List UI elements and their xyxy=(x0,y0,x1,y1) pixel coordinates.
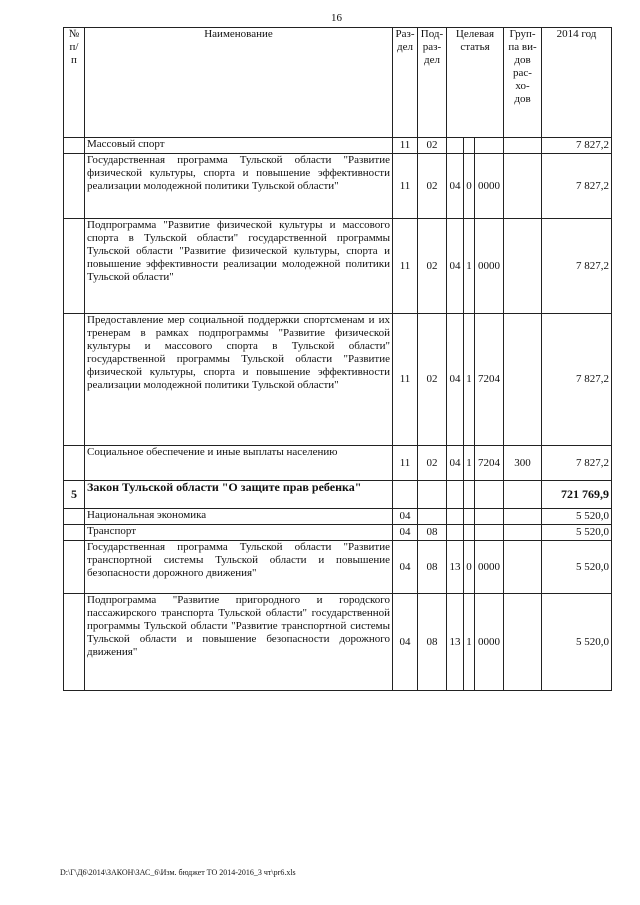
header-target: Целевая статья xyxy=(447,28,504,138)
budget-table xyxy=(63,27,612,691)
row-subsection: 08 xyxy=(418,541,447,594)
row-target-code: 0000 xyxy=(475,154,504,219)
table-row xyxy=(64,509,612,525)
row-target-program: 04 xyxy=(447,219,464,314)
row-expense-group xyxy=(504,314,542,446)
row-amount: 5 520,0 xyxy=(542,594,612,691)
table-row xyxy=(64,138,612,154)
row-target-code: 0000 xyxy=(475,541,504,594)
row-section xyxy=(393,481,418,509)
row-amount: 721 769,9 xyxy=(542,481,612,509)
row-target-subprogram xyxy=(464,525,475,541)
row-target-subprogram: 1 xyxy=(464,446,475,481)
row-target-subprogram: 0 xyxy=(464,154,475,219)
page-number: 16 xyxy=(331,12,342,24)
table-header-row xyxy=(64,28,612,138)
row-expense-group xyxy=(504,594,542,691)
row-section: 04 xyxy=(393,541,418,594)
row-subsection: 02 xyxy=(418,446,447,481)
header-subsection: Под- раз- дел xyxy=(418,28,447,138)
row-name: Предоставление мер социальной поддержки спортсменам и их тренерам в рамках подпрограммы "Развитие физической культуры и массового спорта в Тульской области" государственной программы Тульской области "Развитие физической культуры, спорта и повышение эффективности реализации молодежной политики Тульской области" xyxy=(85,314,393,446)
row-amount: 5 520,0 xyxy=(542,509,612,525)
table-row xyxy=(64,314,612,446)
row-name: Государственная программа Тульской области "Развитие транспортной системы Тульской области и повышение безопасности дорожного движения" xyxy=(85,541,393,594)
row-target-program: 04 xyxy=(447,314,464,446)
row-number xyxy=(64,154,85,219)
row-number xyxy=(64,446,85,481)
header-section: Раз- дел xyxy=(393,28,418,138)
row-expense-group xyxy=(504,219,542,314)
row-name: Национальная экономика xyxy=(85,509,393,525)
row-amount: 7 827,2 xyxy=(542,314,612,446)
row-target-code: 0000 xyxy=(475,219,504,314)
row-target-code xyxy=(475,481,504,509)
row-target-code: 0000 xyxy=(475,594,504,691)
row-section: 11 xyxy=(393,138,418,154)
row-target-code: 7204 xyxy=(475,314,504,446)
row-section: 04 xyxy=(393,594,418,691)
row-subsection: 08 xyxy=(418,525,447,541)
row-subsection: 02 xyxy=(418,138,447,154)
row-name: Массовый спорт xyxy=(85,138,393,154)
table-row xyxy=(64,541,612,594)
table-row xyxy=(64,154,612,219)
row-section: 11 xyxy=(393,446,418,481)
row-number xyxy=(64,594,85,691)
row-target-code xyxy=(475,138,504,154)
row-target-program: 13 xyxy=(447,541,464,594)
row-amount: 7 827,2 xyxy=(542,446,612,481)
row-expense-group: 300 xyxy=(504,446,542,481)
row-expense-group xyxy=(504,541,542,594)
row-number xyxy=(64,541,85,594)
row-target-subprogram xyxy=(464,481,475,509)
row-amount: 7 827,2 xyxy=(542,138,612,154)
row-section: 11 xyxy=(393,314,418,446)
row-target-program xyxy=(447,525,464,541)
row-amount: 7 827,2 xyxy=(542,219,612,314)
header-year: 2014 год xyxy=(542,28,612,138)
row-subsection: 08 xyxy=(418,594,447,691)
table-row xyxy=(64,219,612,314)
row-expense-group xyxy=(504,138,542,154)
row-amount: 5 520,0 xyxy=(542,525,612,541)
row-target-code: 7204 xyxy=(475,446,504,481)
row-section: 11 xyxy=(393,154,418,219)
row-number xyxy=(64,138,85,154)
row-target-subprogram xyxy=(464,509,475,525)
table-row xyxy=(64,481,612,509)
row-number xyxy=(64,509,85,525)
row-target-program: 04 xyxy=(447,446,464,481)
header-group: Груп- па ви- дов рас- хо- дов xyxy=(504,28,542,138)
row-target-program xyxy=(447,509,464,525)
row-name: Закон Тульской области "О защите прав ребенка" xyxy=(85,481,393,509)
row-name: Подпрограмма "Развитие физической культуры и массового спорта в Тульской области" государственной программы Тульской области "Развитие физической культуры, спорта и повышение эффективности реализации молодежной политики Тульской области" xyxy=(85,219,393,314)
file-path-footer: D:\Г\Д6\2014\ЗАКОН\ЗАС_6\Изм. бюджет ТО 2014-2016_3 чт\pr6.xls xyxy=(60,868,296,877)
row-expense-group xyxy=(504,154,542,219)
row-name: Социальное обеспечение и иные выплаты населению xyxy=(85,446,393,481)
row-expense-group xyxy=(504,525,542,541)
row-subsection: 02 xyxy=(418,154,447,219)
row-amount: 7 827,2 xyxy=(542,154,612,219)
row-target-subprogram: 0 xyxy=(464,541,475,594)
header-num: № п/ п xyxy=(64,28,85,138)
header-name: Наименование xyxy=(85,28,393,138)
table-row xyxy=(64,446,612,481)
row-subsection xyxy=(418,509,447,525)
row-section: 11 xyxy=(393,219,418,314)
row-subsection xyxy=(418,481,447,509)
row-section: 04 xyxy=(393,509,418,525)
row-number: 5 xyxy=(64,481,85,509)
row-name: Транспорт xyxy=(85,525,393,541)
row-amount: 5 520,0 xyxy=(542,541,612,594)
row-number xyxy=(64,314,85,446)
row-number xyxy=(64,219,85,314)
table-row xyxy=(64,594,612,691)
row-target-subprogram: 1 xyxy=(464,314,475,446)
row-target-program xyxy=(447,481,464,509)
row-name: Государственная программа Тульской области "Развитие физической культуры, спорта и повышение эффективности реализации молодежной политики Тульской области" xyxy=(85,154,393,219)
row-target-program: 13 xyxy=(447,594,464,691)
row-target-program xyxy=(447,138,464,154)
row-target-subprogram: 1 xyxy=(464,594,475,691)
row-target-subprogram xyxy=(464,138,475,154)
row-target-program: 04 xyxy=(447,154,464,219)
row-target-subprogram: 1 xyxy=(464,219,475,314)
row-number xyxy=(64,525,85,541)
row-expense-group xyxy=(504,481,542,509)
row-name: Подпрограмма "Развитие пригородного и городского пассажирского транспорта Тульской области" государственной программы Тульской области "Развитие транспортной системы Тульской области и повышение безопасности дорожного движения" xyxy=(85,594,393,691)
row-expense-group xyxy=(504,509,542,525)
row-target-code xyxy=(475,509,504,525)
row-subsection: 02 xyxy=(418,314,447,446)
table-row xyxy=(64,525,612,541)
row-subsection: 02 xyxy=(418,219,447,314)
row-target-code xyxy=(475,525,504,541)
row-section: 04 xyxy=(393,525,418,541)
